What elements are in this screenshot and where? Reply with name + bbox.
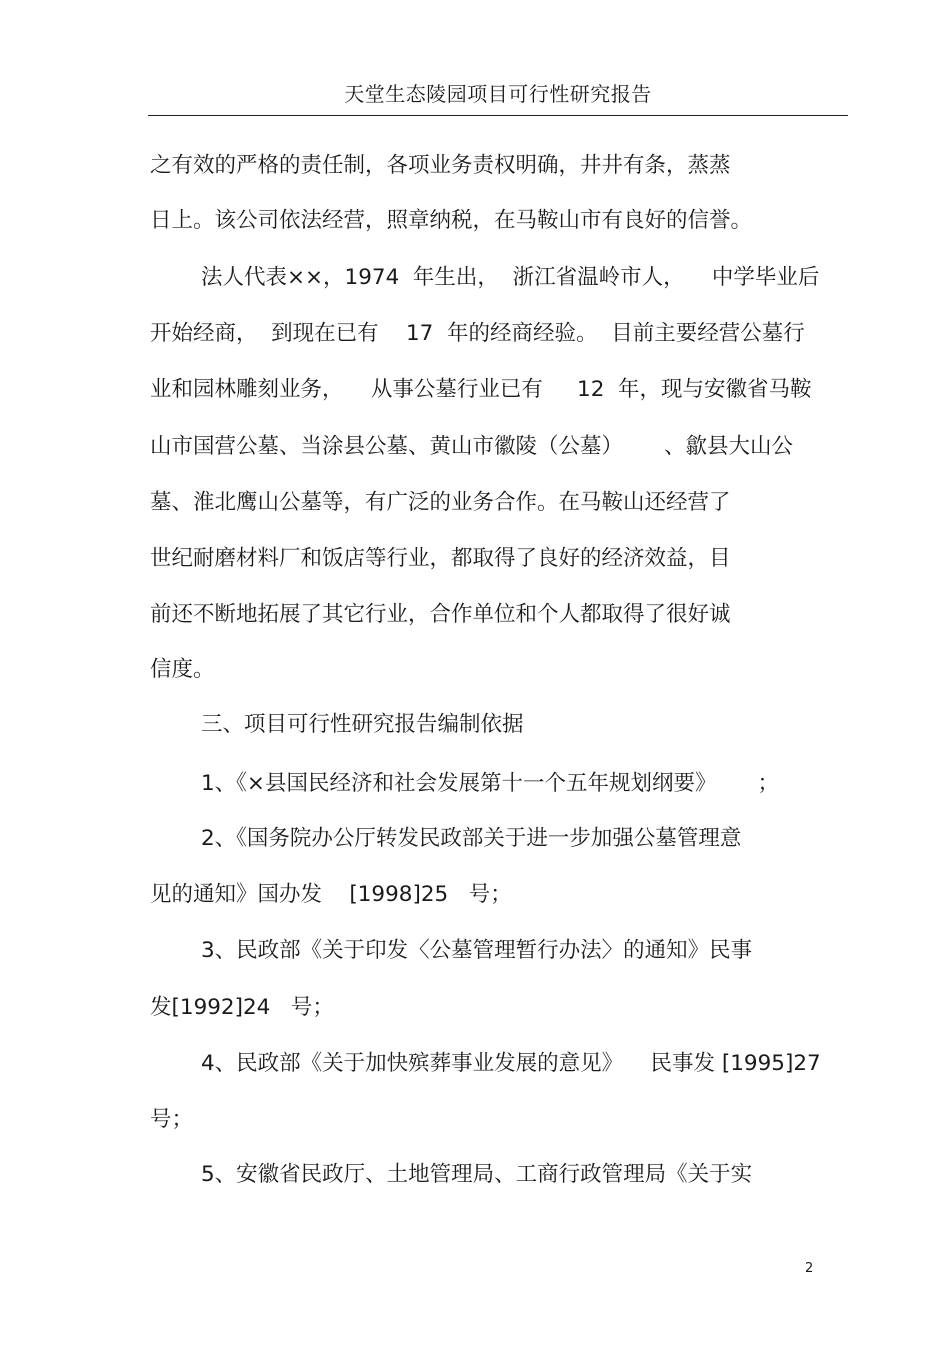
body-line-7: 墓、淮北鹰山公墓等，有广泛的业务合作。在马鞍山还经营了 [150, 490, 731, 515]
page-header-title: 天堂生态陵园项目可行性研究报告 [344, 82, 652, 106]
reference-item-4-cont: 号； [150, 1107, 194, 1132]
reference-item-3: 3、民政部《关于印发〈公墓管理暂行办法〉的通知》民事 [201, 938, 753, 963]
body-line-3: 法人代表××，1974 年生出， 浙江省温岭市人， 中学毕业后 [201, 265, 820, 290]
body-line-8: 世纪耐磨材料厂和饭店等行业，都取得了良好的经济效益，目 [150, 546, 731, 571]
reference-item-2-cont: 见的通知》国办发 [1998]25 号； [150, 882, 512, 907]
reference-item-2: 2、《国务院办公厅转发民政部关于进一步加强公墓管理意 [201, 826, 742, 851]
body-line-9: 前还不断地拓展了其它行业，合作单位和个人都取得了很好诚 [150, 602, 731, 627]
body-line-4: 开始经商， 到现在已有 17 年的经商经验。 目前主要经营公墓行 [150, 321, 805, 346]
reference-item-1: 1、《×县国民经济和社会发展第十一个五年规划纲要》 ； [201, 771, 779, 796]
reference-item-4: 4、民政部《关于加快殡葬事业发展的意见》 民事发 [1995]27 [201, 1051, 821, 1076]
body-line-5: 业和园林雕刻业务， 从事公墓行业已有 12 年，现与安徽省马鞍 [150, 377, 812, 402]
body-line-10: 信度。 [150, 657, 215, 682]
page-number: 2 [805, 1261, 814, 1276]
reference-item-5: 5、安徽省民政厅、土地管理局、工商行政管理局《关于实 [201, 1162, 753, 1187]
reference-item-3-cont: 发[1992]24 号； [150, 995, 334, 1020]
section-heading: 三、项目可行性研究报告编制依据 [201, 712, 524, 737]
body-line-1: 之有效的严格的责任制，各项业务责权明确，井井有条，蒸蒸 [150, 153, 731, 178]
body-line-2: 日上。该公司依法经营，照章纳税，在马鞍山市有良好的信誉。 [150, 208, 753, 233]
body-line-6: 山市国营公墓、当涂县公墓、黄山市徽陵（公墓） 、歙县大山公 [150, 434, 794, 459]
header-divider [148, 115, 848, 116]
